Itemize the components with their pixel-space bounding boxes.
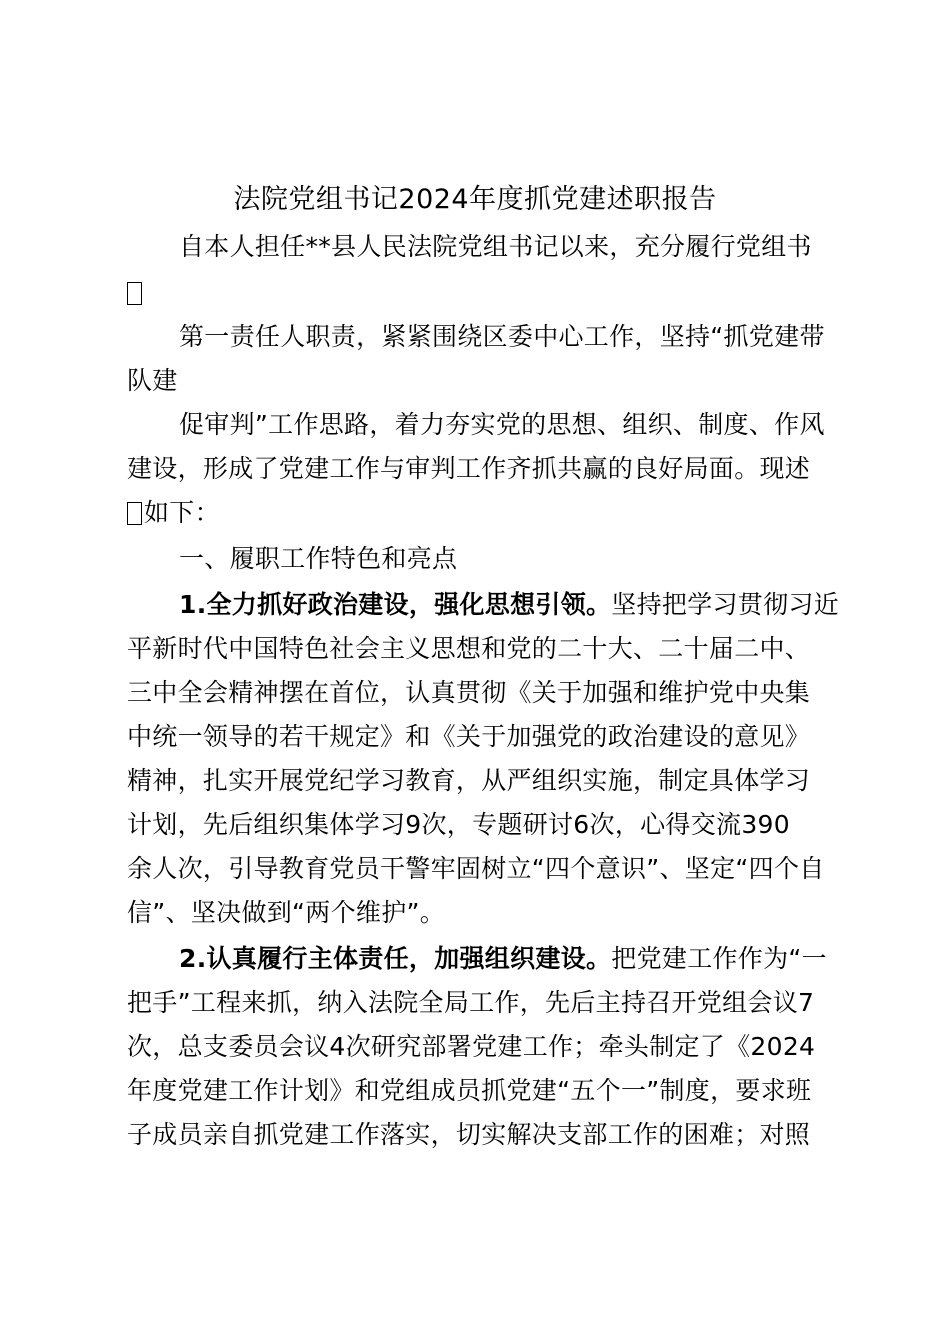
paragraph-line: 建设，形成了党建工作与审判工作齐抓共赢的良好局面。现述 — [127, 454, 811, 483]
paragraph-line: 余人次，引导教育党员干警牢固树立“四个意识”、坚定“四个自 — [127, 854, 825, 883]
paragraph-line: 平新时代中国特色社会主义思想和党的二十大、二十届二中、 — [127, 634, 811, 663]
paragraph-line: 精神，扎实开展党纪学习教育，从严组织实施，制定具体学习 — [127, 766, 811, 795]
paragraph-line: 中统一领导的若干规定》和《关于加强党的政治建设的意见》 — [127, 722, 811, 751]
paragraph-line: 年度党建工作计划》和党组成员抓党建“五个一”制度，要求班 — [127, 1076, 812, 1105]
document-title: 法院党组书记2024年度抓党建述职报告 — [233, 184, 717, 215]
paragraph-line: 计划，先后组织集体学习9次，专题研讨6次，心得交流390 — [127, 810, 790, 839]
paragraph-line: 促审判”工作思路，着力夯实党的思想、组织、制度、作风 — [179, 410, 825, 439]
section-heading: 一、履职工作特色和亮点 — [179, 544, 458, 573]
paragraph-line: 自本人担任**县人民法院党组书记以来，充分履行党组书 — [179, 232, 812, 261]
paragraph-line: 1.全力抓好政治建设，强化思想引领。坚持把学习贯彻习近 — [179, 590, 839, 619]
paragraph-line: 三中全会精神摆在首位，认真贯彻《关于加强和维护党中央集 — [127, 678, 811, 707]
missing-glyph-box — [127, 282, 142, 305]
paragraph-line: 队建 — [127, 366, 178, 395]
paragraph-line: 信”、坚决做到“两个维护”。 — [127, 898, 446, 927]
paragraph-line: 2.认真履行主体责任，加强组织建设。把党建工作作为“一 — [179, 944, 827, 973]
paragraph-line: 如下： — [127, 491, 220, 535]
bold-lead: 1.全力抓好政治建设，强化思想引领。 — [179, 590, 612, 619]
missing-glyph-box — [127, 502, 142, 525]
bold-lead: 2.认真履行主体责任，加强组织建设。 — [179, 944, 612, 973]
paragraph-line: 子成员亲自抓党建工作落实，切实解决支部工作的困难；对照 — [127, 1120, 811, 1149]
missing-glyph — [127, 271, 142, 315]
paragraph-line: 次，总支委员会议4次研究部署党建工作；牵头制定了《2024 — [127, 1032, 816, 1061]
paragraph-line: 第一责任人职责，紧紧围绕区委中心工作，坚持“抓党建带 — [179, 322, 825, 351]
paragraph-line: 把手”工程来抓，纳入法院全局工作，先后主持召开党组会议7 — [127, 988, 815, 1017]
